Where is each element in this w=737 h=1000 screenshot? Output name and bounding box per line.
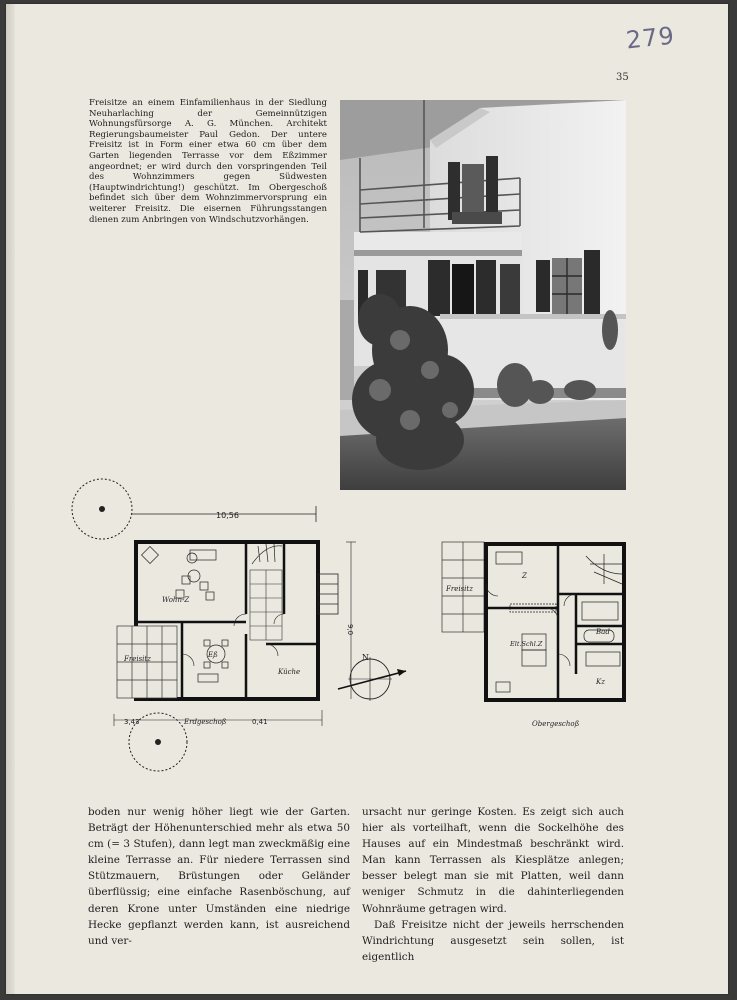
room-label-kueche: Küche <box>278 668 301 676</box>
north-compass <box>334 649 410 709</box>
upper-room-label-elt: Elt.Schl.Z <box>510 640 543 648</box>
tree-symbol-bottom <box>129 713 187 771</box>
upper-room-label-freisitz: Freisitz <box>446 585 473 593</box>
upper-room-label-bad: Bad <box>596 628 610 636</box>
body-text-right-column <box>362 804 624 965</box>
ground-floor-plan <box>66 474 356 774</box>
handwritten-annotation: 279 <box>624 21 677 55</box>
ground-floor-label: Erdgeschoß <box>184 718 227 726</box>
room-label-ess: Eß <box>208 651 218 659</box>
photo-caption: Freisitze an einem Einfamilienhaus in der Siedlung Neuharlaching der Gemeinnützigen Wohnungsfürsorge A. G. München. Architekt Regierungsbaumeister Paul Gedon. Der untere Freisitz ist in Form einer etwa 60 cm über dem Garten liegenden Terrasse vor dem Eßzimmer angeordnet; er wird durch den vorspringenden Teil des Wohnzimmers gegen Südwesten (Hauptwindrichtung!) geschützt. Im Obergeschoß befindet sich über dem Wohnzimmervorsprung ein weiterer Freisitz. Die eisernen Führungsstangen dienen zum Anbringen von Windschutzvorhängen. <box>89 98 327 225</box>
level-left: 3,43 <box>124 718 140 726</box>
upper-room-label-kz: Kz <box>596 678 605 686</box>
upper-room-label-z: Z <box>522 572 527 580</box>
level-right: 0,41 <box>252 718 268 726</box>
dimension-top: 10,56 <box>216 511 239 520</box>
upper-floor-label: Obergeschoß <box>532 720 580 728</box>
dimension-side: 9,0 <box>346 624 354 636</box>
compass-letter: N <box>362 653 369 662</box>
paragraph: Daß Freisitze nicht der jeweils herrschenden Windrichtung ausgesetzt sein sollen, ist eigentlich <box>362 918 624 963</box>
paragraph: ursacht nur geringe Kosten. Es zeigt sich auch hier als vorteilhaft, wenn die Sockelhöhe des Hauses auf ein Mindestmaß beschränkt wird. Man kann Terrassen als Kiesplätze anlegen; besser belegt man sie mit Platten, weil dann weniger Schmutz in die dahinterliegenden Wohnräume getragen wird. <box>362 806 624 915</box>
page-binding-edge <box>6 4 15 994</box>
body-text-left-column <box>88 804 350 949</box>
room-label-freisitz: Freisitz <box>124 655 151 663</box>
upper-floor-plan <box>436 534 636 734</box>
house-photograph <box>340 100 626 490</box>
tree-symbol-top <box>72 479 132 539</box>
page-number: 35 <box>616 72 629 83</box>
room-label-wohn: Wohn-Z <box>162 596 190 604</box>
paragraph: boden nur wenig höher liegt wie der Garten. Beträgt der Höhenunterschied mehr als etwa 50 cm (= 3 Stufen), dann legt man zweckmäßig eine kleine Terrasse an. Für niedere Terrassen sind Stützmauern, Brüstungen oder Geländer überflüssig; eine einfache Rasenböschung, auf deren Krone unter Umständen eine niedrige Hecke gepflanzt werden kann, ist ausreichend und ver- <box>88 806 350 947</box>
book-page <box>6 4 728 994</box>
